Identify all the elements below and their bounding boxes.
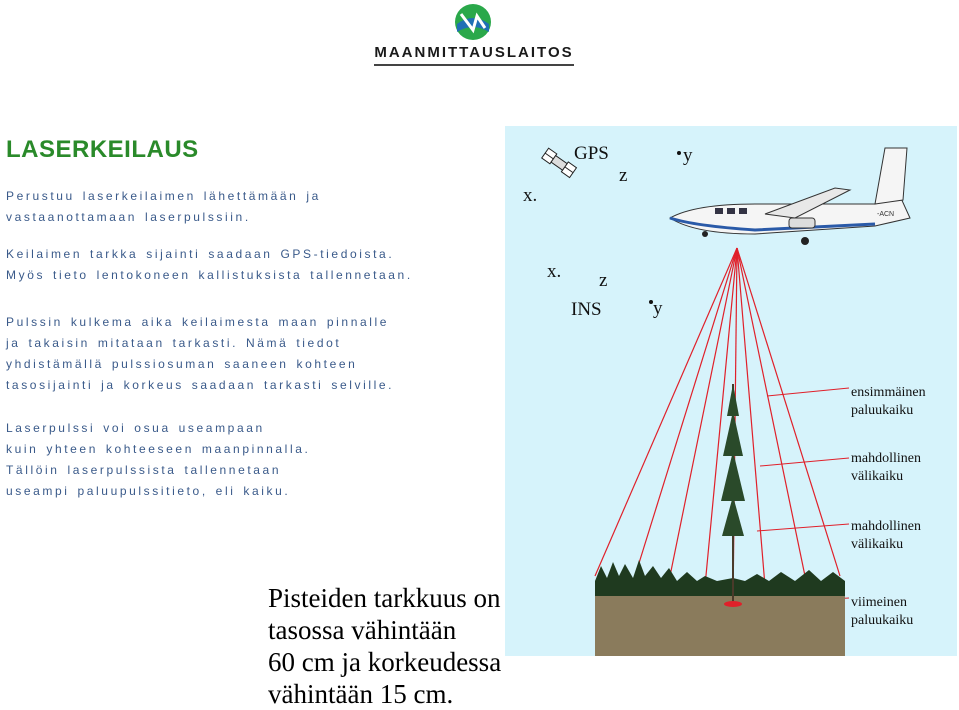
echo-label-first-line1: ensimmäinen	[851, 385, 926, 400]
ins-axis-x: x.	[547, 261, 562, 282]
echo-label-mid2-line1: mahdollinen	[851, 519, 921, 534]
paragraph-laser-principle	[6, 186, 476, 228]
text-line: useampi paluupulssitieto, eli kaiku.	[6, 484, 291, 498]
paragraph-multiple-echoes	[6, 418, 476, 502]
ins-axis-y: y	[653, 298, 663, 319]
paragraph-pulse-timing	[6, 312, 476, 396]
paragraph-gps-position	[6, 244, 476, 286]
accuracy-summary	[268, 582, 501, 710]
aircraft-registration: -ACN	[877, 211, 895, 218]
text-line: Laserpulssi voi osua useampaan	[6, 421, 265, 435]
summary-line: Pisteiden tarkkuus on	[268, 583, 501, 613]
summary-line: 60 cm ja korkeudessa	[268, 647, 502, 677]
text-line: Tällöin laserpulssista tallennetaan	[6, 463, 282, 477]
gps-axis-z: z	[619, 165, 628, 186]
laser-scanning-diagram	[505, 126, 957, 656]
page-title: LASERKEILAUS	[6, 136, 199, 163]
echo-label-mid2-line2: välikaiku	[851, 537, 904, 552]
echo-label-mid1-line1: mahdollinen	[851, 451, 921, 466]
echo-label-mid1-line2: välikaiku	[851, 469, 904, 484]
ins-label: INS	[571, 299, 602, 320]
echo-label-last-line2: paluukaiku	[851, 613, 914, 628]
text-line: yhdistämällä pulssiosuman saaneen kohteen	[6, 357, 358, 371]
text-line: Keilaimen tarkka sijainti saadaan GPS-tiedoista.	[6, 247, 395, 261]
echo-label-last-line1: viimeinen	[851, 595, 907, 610]
summary-line: tasossa vähintään	[268, 615, 457, 645]
text-line: kuin yhteen kohteeseen maanpinnalla.	[6, 442, 311, 456]
summary-line: vähintään 15 cm.	[268, 679, 454, 709]
text-line: ja takaisin mitataan tarkasti. Nämä tiedot	[6, 336, 342, 350]
gps-axis-x: x.	[523, 185, 538, 206]
text-line: Pulssin kulkema aika keilaimesta maan pinnalle	[6, 315, 390, 329]
echo-label-first-line2: paluukaiku	[851, 403, 914, 418]
ins-axis-z: z	[599, 270, 608, 291]
logo-wordmark: MAANMITTAUSLAITOS	[374, 44, 574, 61]
gps-axis-y: y	[683, 145, 693, 166]
text-line: vastaanottamaan laserpulssiin.	[6, 210, 251, 224]
text-line: Myös tieto lentokoneen kallistuksista tallennetaan.	[6, 268, 413, 282]
text-line: tasosijainti ja korkeus saadaan tarkasti selville.	[6, 378, 395, 392]
text-line: Perustuu laserkeilaimen lähettämään ja	[6, 189, 321, 203]
gps-label: GPS	[574, 143, 609, 164]
maanmittauslaitos-logo-icon	[453, 2, 493, 42]
logo-underline	[374, 64, 574, 66]
